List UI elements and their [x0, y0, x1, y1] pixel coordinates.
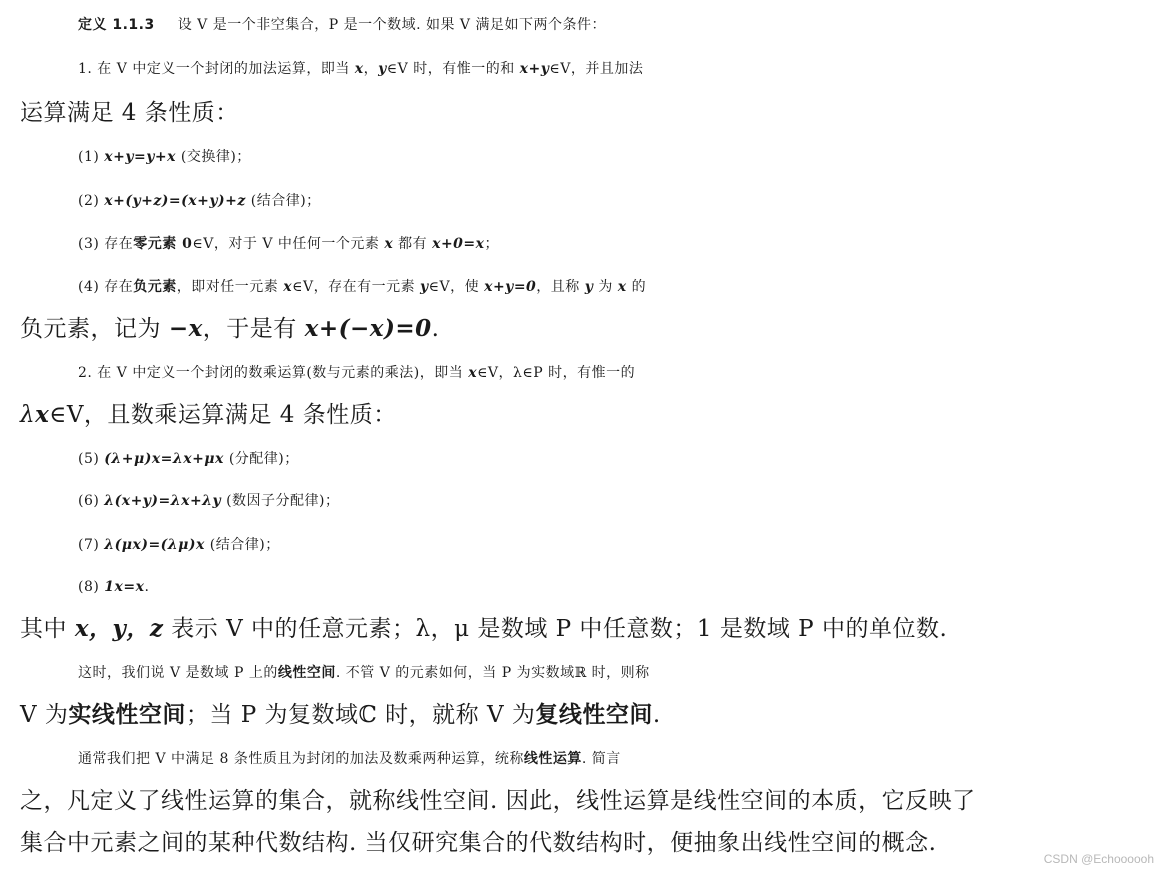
notation-line: 其中 x，y，z 表示 V 中的任意元素；λ，μ 是数域 P 中任意数；1 是数域 P 中的单位数. — [20, 615, 948, 642]
linear-space-definition: 这时，我们说 V 是数域 P 上的线性空间. 不管 V 的元素如何，当 P 为实数域ℝ 时，则称 — [78, 665, 650, 681]
linear-operation-paragraph: 通常我们把 V 中满足 8 条性质且为封闭的加法及数乘两种运算，统称线性运算. 简言 — [78, 751, 621, 767]
property-4: (4) 存在负元素，即对任一元素 x∈V，存在有一元素 y∈V，使 x+y=0，且称 y 为 x 的 — [78, 279, 647, 295]
property-2: (2) x+(y+z)=(x+y)+z (结合律)； — [78, 193, 321, 209]
definition-label: 定义 1.1.3 — [78, 17, 155, 33]
csdn-watermark: CSDN @Echoooooh — [1043, 852, 1154, 866]
condition-1-line: 1. 在 V 中定义一个封闭的加法运算，即当 x，y∈V 时，有惟一的和 x+y∈V，并且加法 — [78, 61, 644, 77]
property-3: (3) 存在零元素 0∈V，对于 V 中任何一个元素 x 都有 x+0=x； — [78, 236, 500, 252]
property-7: (7) λ(μx)=(λμ)x (结合律)； — [78, 537, 280, 553]
condition-2-continued: λx∈V，且数乘运算满足 4 条性质： — [20, 401, 397, 428]
paragraph-continued-2: 集合中元素之间的某种代数结构. 当仅研究集合的代数结构时，便抽象出线性空间的概念. — [20, 830, 937, 856]
definition-intro: 设 V 是一个非空集合，P 是一个数域. 如果 V 满足如下两个条件： — [177, 17, 606, 33]
condition-2-line: 2. 在 V 中定义一个封闭的数乘运算(数与元素的乘法)，即当 x∈V，λ∈P 时，有惟一的 — [78, 365, 636, 381]
real-complex-definition: V 为实线性空间；当 P 为复数域ℂ 时，就称 V 为复线性空间. — [20, 701, 661, 728]
property-6: (6) λ(x+y)=λx+λy (数因子分配律)； — [78, 493, 340, 509]
property-8: (8) 1x=x. — [78, 579, 150, 595]
property-1: (1) x+y=y+x (交换律)； — [78, 149, 251, 165]
paragraph-continued-1: 之，凡定义了线性运算的集合，就称线性空间. 因此，线性运算是线性空间的本质，它反映了 — [20, 788, 976, 814]
property-5: (5) (λ+μ)x=λx+μx (分配律)； — [78, 451, 299, 467]
definition-heading-line — [78, 10, 1162, 40]
condition-1-continued: 运算满足 4 条性质： — [20, 100, 239, 126]
property-4-continued: 负元素，记为 −x，于是有 x+(−x)=0. — [20, 315, 440, 342]
